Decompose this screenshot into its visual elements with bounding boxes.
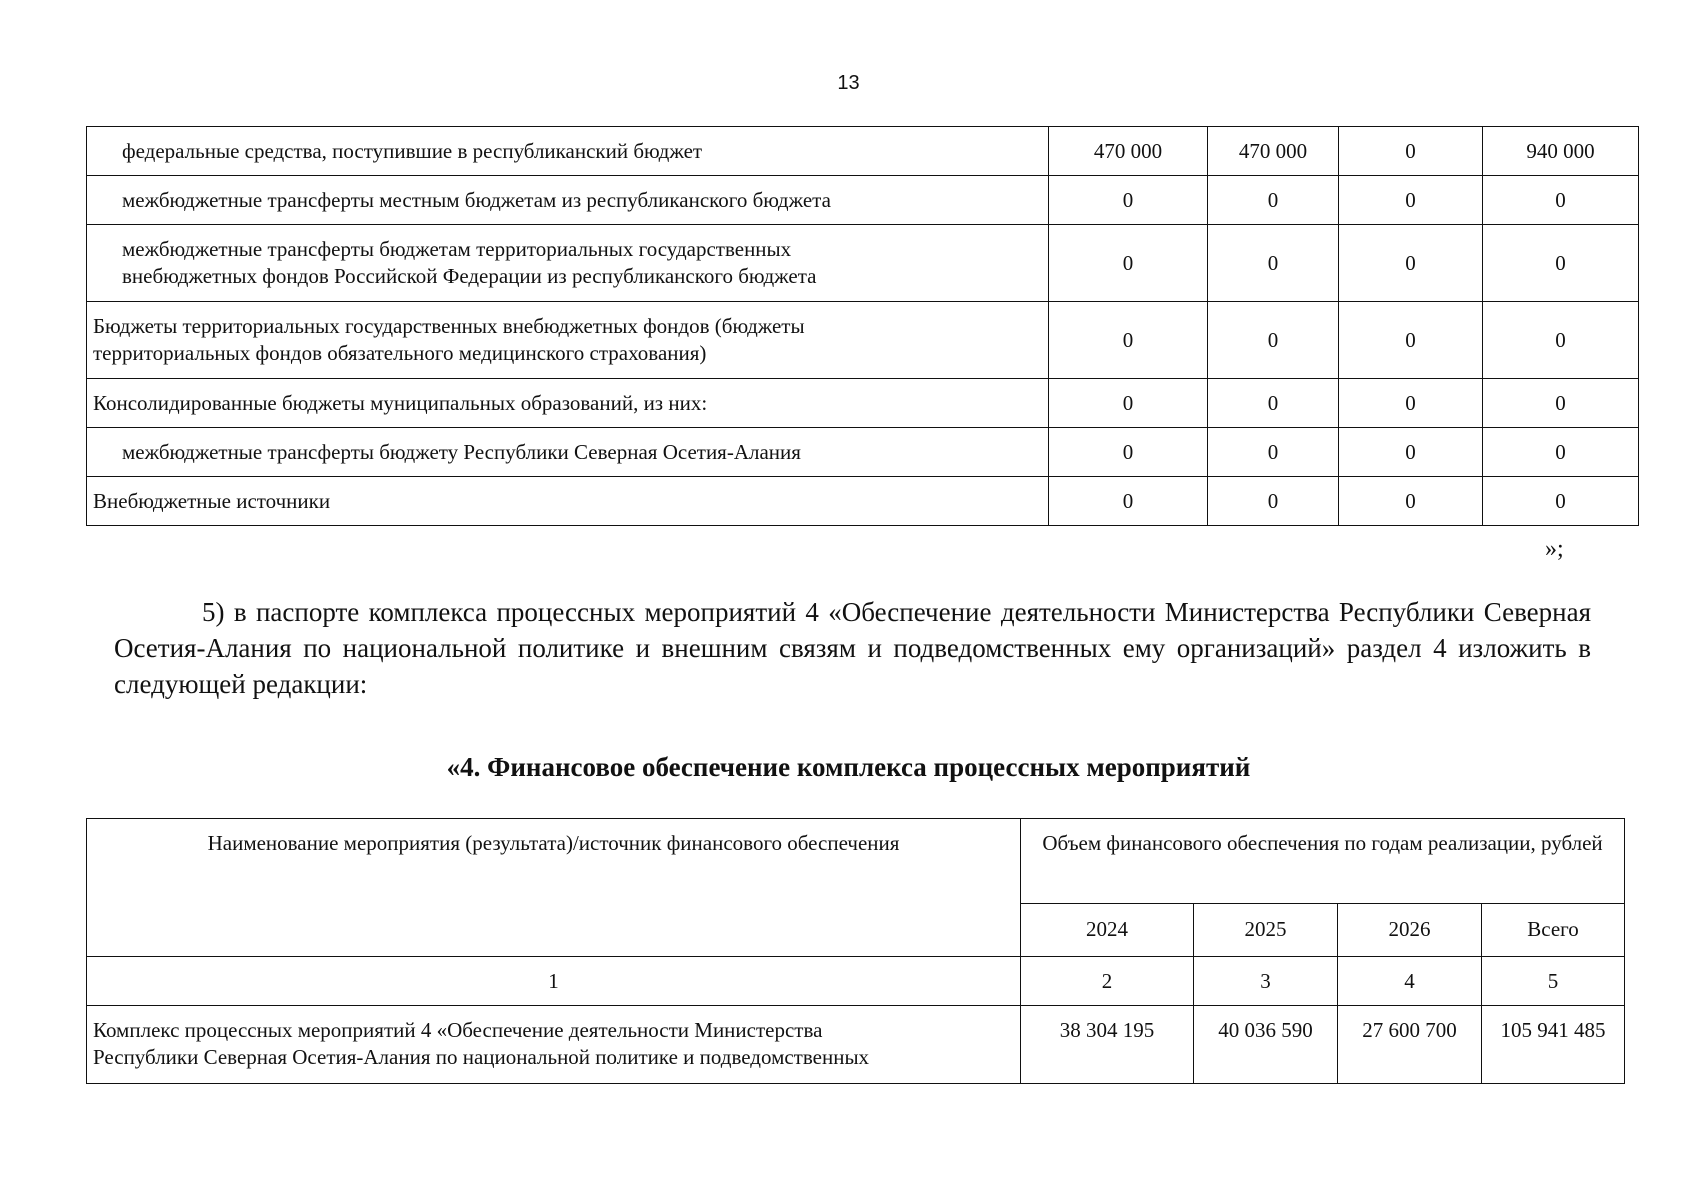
value-total: 0 [1483, 302, 1639, 379]
column-number-2: 2 [1021, 957, 1194, 1006]
row-label-line-2: Республики Северная Осетия-Алания по национальной политике и подведомственных [93, 1045, 870, 1069]
header-year-2026: 2026 [1338, 903, 1482, 956]
table-row [87, 176, 1639, 225]
row-label-line-2: территориальных фондов обязательного медицинского страхования) [93, 341, 707, 365]
value-total: 0 [1483, 176, 1639, 225]
table-row [87, 428, 1639, 477]
value-2024: 0 [1049, 379, 1208, 428]
header-volume-cell: Объем финансового обеспечения по годам реализации, рублей [1021, 819, 1625, 904]
page-number: 13 [837, 72, 860, 94]
row-label: межбюджетные трансферты бюджету Республики Северная Осетия-Алания [87, 428, 1049, 477]
header-row [87, 819, 1625, 904]
row-label: Внебюджетные источники [87, 477, 1049, 526]
column-number-3: 3 [1194, 957, 1338, 1006]
table-row [87, 302, 1639, 379]
value-2024: 0 [1049, 428, 1208, 477]
value-total: 0 [1483, 225, 1639, 302]
value-2025: 40 036 590 [1194, 1006, 1338, 1084]
value-2025: 470 000 [1208, 127, 1339, 176]
value-total: 0 [1483, 379, 1639, 428]
row-label: межбюджетные трансферты местным бюджетам из республиканского бюджета [87, 176, 1049, 225]
value-2025: 0 [1208, 225, 1339, 302]
header-year-2025: 2025 [1194, 903, 1338, 956]
section-title: «4. Финансовое обеспечение комплекса процессных мероприятий [446, 752, 1251, 782]
value-2024: 0 [1049, 477, 1208, 526]
value-2026: 0 [1339, 379, 1483, 428]
row-label [87, 1006, 1021, 1084]
value-2024: 0 [1049, 176, 1208, 225]
financing-table [86, 818, 1625, 1084]
value-2026: 0 [1339, 225, 1483, 302]
value-2024: 470 000 [1049, 127, 1208, 176]
value-2025: 0 [1208, 176, 1339, 225]
value-2026: 0 [1339, 176, 1483, 225]
value-2025: 0 [1208, 428, 1339, 477]
value-2026: 0 [1339, 477, 1483, 526]
value-2026: 0 [1339, 428, 1483, 477]
header-year-2024: 2024 [1021, 903, 1194, 956]
funding-sources-table [86, 126, 1639, 526]
value-2025: 0 [1208, 477, 1339, 526]
row-label [87, 302, 1049, 379]
row-label-line-1: Комплекс процессных мероприятий 4 «Обеспечение деятельности Министерства [93, 1018, 823, 1042]
amendment-paragraph: 5) в паспорте комплекса процессных мероприятий 4 «Обеспечение деятельности Министерства Республики Северная Осетия-Алания по национальной политике и внешним связям и подведомственных ему организаций» раздел 4 изложить в следующей редакции: [114, 597, 1591, 699]
value-2024: 0 [1049, 302, 1208, 379]
closing-quote-mark: »; [1545, 536, 1564, 562]
value-total: 0 [1483, 477, 1639, 526]
row-label-line-1: Бюджеты территориальных государственных внебюджетных фондов (бюджеты [93, 314, 805, 338]
table-row [87, 127, 1639, 176]
value-2026: 27 600 700 [1338, 1006, 1482, 1084]
value-2025: 0 [1208, 379, 1339, 428]
column-number-5: 5 [1482, 957, 1625, 1006]
table-row [87, 477, 1639, 526]
value-2025: 0 [1208, 302, 1339, 379]
value-total: 940 000 [1483, 127, 1639, 176]
row-label: Консолидированные бюджеты муниципальных образований, из них: [87, 379, 1049, 428]
row-label: федеральные средства, поступившие в республиканский бюджет [87, 127, 1049, 176]
column-numbers-row [87, 957, 1625, 1006]
value-2024: 0 [1049, 225, 1208, 302]
table-row [87, 225, 1639, 302]
value-total: 105 941 485 [1482, 1006, 1625, 1084]
value-2026: 0 [1339, 302, 1483, 379]
table-row [87, 379, 1639, 428]
value-total: 0 [1483, 428, 1639, 477]
column-number-1: 1 [87, 957, 1021, 1006]
row-label-line-1: межбюджетные трансферты бюджетам территориальных государственных [122, 237, 792, 261]
value-2026: 0 [1339, 127, 1483, 176]
row-label-line-2: внебюджетных фондов Российской Федерации из республиканского бюджета [122, 264, 817, 288]
value-2024: 38 304 195 [1021, 1006, 1194, 1084]
table-row [87, 1006, 1625, 1084]
column-number-4: 4 [1338, 957, 1482, 1006]
header-name-cell: Наименование мероприятия (результата)/источник финансового обеспечения [87, 819, 1021, 957]
row-label [87, 225, 1049, 302]
header-total: Всего [1482, 903, 1625, 956]
